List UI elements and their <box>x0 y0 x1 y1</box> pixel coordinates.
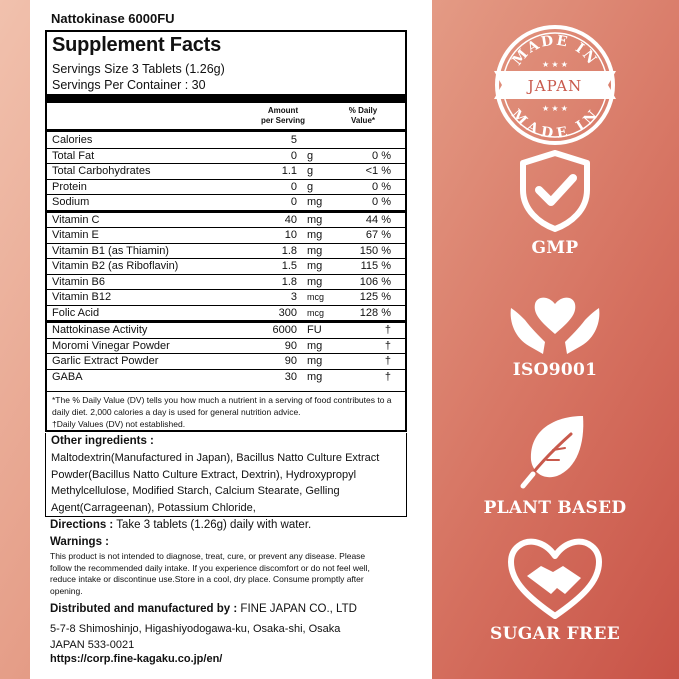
nutrient-amount: 300 <box>278 306 297 319</box>
nutrient-name: Total Carbohydrates <box>52 165 151 177</box>
supplement-facts-panel <box>45 30 407 432</box>
gmp-badge <box>480 150 630 258</box>
nutrient-daily-value: 44 % <box>365 213 391 226</box>
nutrient-daily-value: 0 % <box>372 196 391 208</box>
nutrient-unit: mg <box>307 339 323 352</box>
nutrient-row <box>47 244 405 259</box>
nutrient-row <box>47 323 405 338</box>
nutrient-amount: 1.8 <box>281 244 297 257</box>
nutrient-amount: 1.1 <box>281 165 297 177</box>
other-ingredients-title: Other ingredients : <box>51 435 154 447</box>
other-ingredients-text: Maltodextrin(Manufactured in Japan), Bacillus Natto Culture Extract Powder(Bacillus Natto Culture Extract, Dextrin), Hydroxypropyl Methylcellulose, Modified Starch, Calcium Stearate, Gelling Agent(Carrageenan), Potassium Chloride, <box>51 452 380 514</box>
warnings-title: Warnings : <box>50 536 109 548</box>
nutrient-daily-value: † <box>384 324 391 336</box>
leaf-icon <box>515 410 595 490</box>
nutrient-daily-value: 125 % <box>359 291 391 303</box>
nutrient-name: Vitamin B12 <box>52 291 112 303</box>
nutrient-unit: mg <box>307 355 323 367</box>
directions-text: Take 3 tablets (1.26g) daily with water. <box>113 519 312 531</box>
nutrient-name: Garlic Extract Powder <box>52 355 159 367</box>
made-in-top-text: MADE IN <box>509 32 601 69</box>
amount-header-line2: per Serving <box>260 116 305 125</box>
nutrient-name: Vitamin B2 (as Riboflavin) <box>52 260 179 272</box>
distributor-name: FINE JAPAN CO., LTD <box>237 603 357 615</box>
other-ingredients-box <box>45 433 407 517</box>
nutrient-unit: g <box>307 165 314 177</box>
nutrient-name: Calories <box>52 134 93 146</box>
nutrient-name: Vitamin C <box>52 213 100 226</box>
nutrient-name: Vitamin B6 <box>52 275 105 288</box>
svg-text:★ ★ ★: ★ ★ ★ <box>542 60 568 69</box>
nutrient-amount: 30 <box>284 370 297 383</box>
distributor-address: 5-7-8 Shimoshinjo, Higashiyodogawa-ku, Osaka-shi, Osaka JAPAN 533-0021 <box>50 623 341 651</box>
directions <box>50 519 395 531</box>
nutrient-daily-value: 106 % <box>359 275 391 288</box>
facts-title: Supplement Facts <box>52 34 222 56</box>
nutrient-amount: 5 <box>290 134 297 146</box>
nutrient-name: Protein <box>52 180 87 193</box>
nutrient-daily-value: 0 % <box>372 180 391 193</box>
nutrient-daily-value: † <box>384 355 391 367</box>
distributor <box>50 603 395 615</box>
made-in-japan-seal-icon <box>490 20 620 150</box>
nutrient-amount: 0 <box>290 149 297 162</box>
dv-header-line1: % Daily <box>348 106 378 115</box>
footnote-divider <box>47 391 405 392</box>
plant-based-label: PLANT BASED <box>483 498 627 518</box>
nutrient-amount: 0 <box>290 180 297 193</box>
nutrient-daily-value: 150 % <box>359 244 391 257</box>
nutrient-row <box>47 306 405 321</box>
nutrient-row <box>47 354 405 369</box>
nutrient-row <box>47 213 405 228</box>
nutrient-name: Moromi Vinegar Powder <box>52 339 170 352</box>
nutrient-row <box>47 370 405 385</box>
nutrient-unit: FU <box>307 324 322 336</box>
nutrient-amount: 40 <box>284 213 297 226</box>
nutrient-unit: mg <box>307 260 323 272</box>
nutrient-unit: mcg <box>307 292 325 302</box>
nutrient-row <box>47 180 405 195</box>
hands-heart-icon <box>505 290 605 360</box>
nutrient-name: Folic Acid <box>52 306 100 319</box>
nutrient-amount: 10 <box>284 229 297 241</box>
nutrient-row <box>47 164 405 179</box>
made-in-bottom-text: MADE IN <box>507 106 603 143</box>
nutrient-row <box>47 195 405 210</box>
iso-badge <box>480 290 630 380</box>
nutrient-name: Sodium <box>52 196 90 208</box>
nutrient-daily-value: <1 % <box>365 165 391 177</box>
distributor-label: Distributed and manufactured by : <box>50 603 238 615</box>
nutrient-amount: 3 <box>290 291 297 303</box>
gmp-label: GMP <box>531 238 579 258</box>
product-name: Nattokinase 6000FU <box>51 11 175 26</box>
nutrient-amount: 0 <box>290 196 297 208</box>
nutrient-unit: mg <box>307 370 323 383</box>
servings-per-container: Servings Per Container : 30 <box>52 78 206 92</box>
nutrient-unit: g <box>307 149 314 162</box>
nutrient-name: GABA <box>52 370 83 383</box>
iso-label: ISO9001 <box>512 360 598 380</box>
nutrient-name: Vitamin E <box>52 229 99 241</box>
japan-text: JAPAN <box>527 77 583 95</box>
nutrient-row <box>47 275 405 290</box>
nutrient-unit: mg <box>307 229 323 241</box>
made-in-japan-badge <box>480 20 630 150</box>
plant-based-badge <box>480 410 630 518</box>
svg-text:★ ★ ★: ★ ★ ★ <box>542 104 568 113</box>
nutrient-row <box>47 259 405 274</box>
serving-size: Servings Size 3 Tablets (1.26g) <box>52 62 225 76</box>
dv-header <box>337 106 389 126</box>
nutrient-unit: mg <box>307 213 323 226</box>
dv-header-line2: Value* <box>350 116 375 125</box>
nutrient-amount: 6000 <box>272 324 297 336</box>
nutrient-daily-value: 0 % <box>372 149 391 162</box>
dv-footnote: *The % Daily Value (DV) tells you how much a nutrient in a serving of food contributes to a daily diet. 2,000 calories a day is used for general nutrition advice. <box>52 395 392 417</box>
nutrient-name: Total Fat <box>52 149 95 162</box>
nutrient-amount: 90 <box>284 355 297 367</box>
warnings-text: This product is not intended to diagnose, treat, cure, or prevent any disease. Please follow the recommended daily intake. If you experience discomfort or do not feel well, reduce intake or discontinue use.Store in a cool, dry place. Consume promptly after opening. <box>50 551 370 596</box>
amount-header <box>253 106 313 126</box>
nutrient-daily-value: † <box>384 339 391 352</box>
nutrient-row <box>47 290 405 305</box>
nutrient-unit: mg <box>307 196 323 208</box>
nutrient-daily-value: 128 % <box>359 306 391 319</box>
nutrient-amount: 90 <box>284 339 297 352</box>
nutrient-daily-value: 115 % <box>360 260 391 272</box>
heart-handshake-icon <box>505 538 605 620</box>
sugar-free-label: SUGAR FREE <box>490 624 620 644</box>
amount-header-line1: Amount <box>267 106 299 115</box>
not-established-footnote: †Daily Values (DV) not established. <box>52 419 186 429</box>
nutrient-amount: 1.8 <box>281 275 297 288</box>
directions-label: Directions : <box>50 519 114 531</box>
nutrient-row <box>47 228 405 243</box>
nutrient-daily-value: † <box>384 370 391 383</box>
nutrient-unit: mg <box>307 275 323 288</box>
nutrient-unit: mcg <box>307 307 325 318</box>
nutrient-unit: g <box>307 180 314 193</box>
header-divider <box>47 129 405 132</box>
nutrient-amount: 1.5 <box>281 260 297 272</box>
nutrient-row <box>47 133 405 148</box>
nutrient-name: Nattokinase Activity <box>52 324 148 336</box>
nutrient-row <box>47 339 405 354</box>
sugar-free-badge <box>480 538 630 644</box>
company-url: https://corp.fine-kagaku.co.jp/en/ <box>50 653 223 665</box>
nutrient-daily-value: 67 % <box>365 229 391 241</box>
nutrient-row <box>47 149 405 164</box>
nutrient-unit: mg <box>307 244 323 257</box>
shield-check-icon <box>515 150 595 232</box>
nutrient-name: Vitamin B1 (as Thiamin) <box>52 244 169 257</box>
thick-divider <box>47 94 405 103</box>
